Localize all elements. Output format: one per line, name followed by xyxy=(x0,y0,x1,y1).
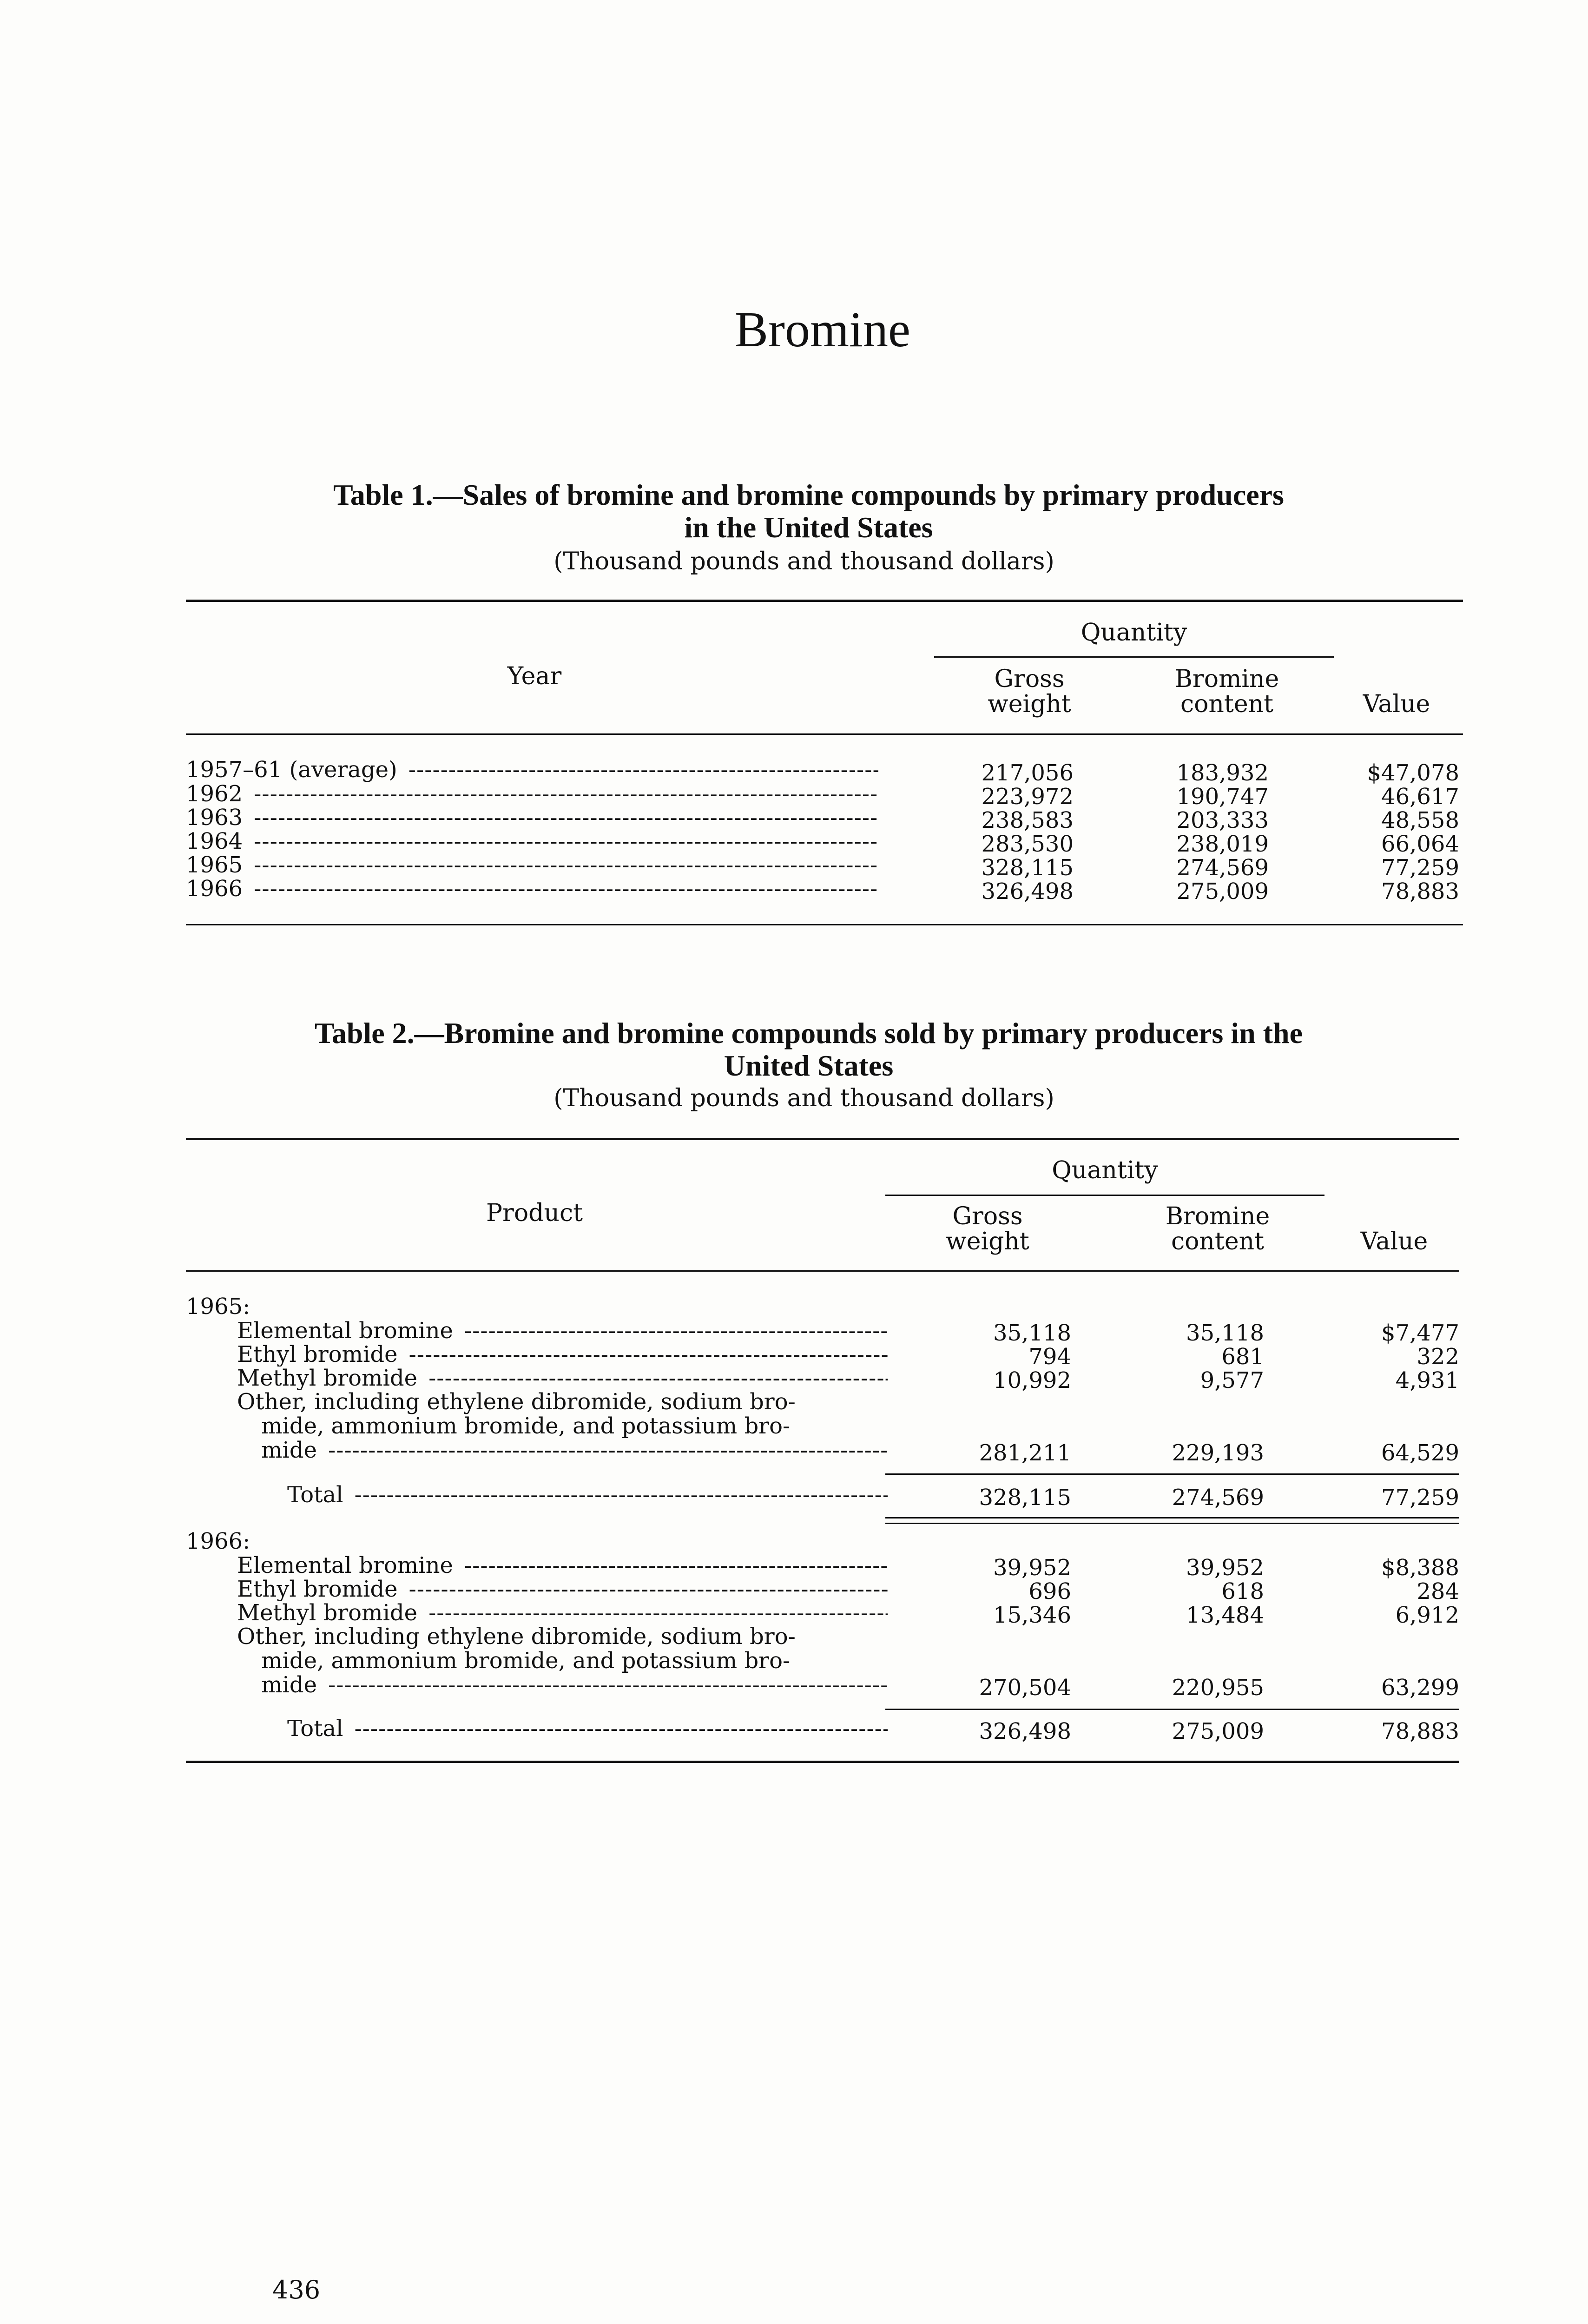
table2-total-bromine: 274,569 xyxy=(1172,1485,1264,1511)
table2-item-value: $7,477 xyxy=(1381,1320,1459,1346)
table2-header-product: Product xyxy=(486,1199,583,1227)
table1-title-line2: in the United States xyxy=(684,511,933,544)
table2-item-bromine: 9,577 xyxy=(1200,1367,1264,1393)
table2-subtotal-rule xyxy=(885,1709,1459,1710)
table2-header-content: content xyxy=(1171,1228,1264,1255)
table2-double-rule-lower xyxy=(885,1523,1459,1524)
table2-group-year: 1966: xyxy=(186,1528,250,1554)
table2-item-value: 322 xyxy=(1417,1344,1459,1370)
table1-row-bromine: 190,747 xyxy=(1176,784,1269,810)
table1-row-label: 1964 ----- xyxy=(186,829,878,853)
table2-title-line2: United States xyxy=(724,1049,894,1082)
table2-total-value: 77,259 xyxy=(1381,1485,1459,1511)
table2-item-label: Ethyl bromide ----- xyxy=(237,1577,888,1601)
table2-item-gross: 10,992 xyxy=(993,1367,1071,1393)
table2-item-value: $8,388 xyxy=(1381,1555,1459,1581)
table1-row-bromine: 238,019 xyxy=(1176,831,1269,857)
table1-unit: (Thousand pounds and thousand dollars) xyxy=(553,548,1054,575)
table1-row-bromine: 183,932 xyxy=(1176,760,1269,786)
table2-total-label: Total ----- xyxy=(287,1717,888,1741)
table1-row-gross: 238,583 xyxy=(981,807,1074,833)
table2-item-bromine: 13,484 xyxy=(1186,1602,1264,1628)
table2-item-gross: 696 xyxy=(1028,1578,1071,1604)
table1-row-gross: 326,498 xyxy=(981,878,1074,905)
table2-other-value: 63,299 xyxy=(1381,1675,1459,1701)
table1-header-gross: Gross xyxy=(994,665,1065,693)
table2-item-value: 6,912 xyxy=(1395,1602,1459,1628)
table2-header-rule xyxy=(186,1270,1459,1272)
table2-other-bromine: 220,955 xyxy=(1172,1675,1264,1701)
table2-header-value: Value xyxy=(1360,1228,1428,1255)
table1-row-gross: 283,530 xyxy=(981,831,1074,857)
table2-other-line2: mide, ammonium bromide, and potassium bro- xyxy=(261,1648,791,1674)
table2-total-gross: 326,498 xyxy=(979,1718,1071,1744)
table2-other-line1: Other, including ethylene dibromide, sodium bro- xyxy=(237,1624,796,1650)
table2-item-gross: 15,346 xyxy=(993,1602,1071,1628)
table1-row-label: 1962 ----- xyxy=(186,782,878,806)
table2-other-gross: 281,211 xyxy=(979,1440,1071,1466)
table2-other-line3: mide ----- xyxy=(261,1438,888,1462)
table2-item-value: 284 xyxy=(1417,1578,1459,1604)
table2-top-rule xyxy=(186,1138,1459,1140)
table2-quantity-rule xyxy=(885,1195,1324,1196)
table1-header-value: Value xyxy=(1363,690,1430,718)
table2-header-weight: weight xyxy=(946,1228,1029,1255)
table1-row-label: 1957–61 (average) ----- xyxy=(186,758,878,782)
table2-item-gross: 39,952 xyxy=(993,1555,1071,1581)
table1-quantity-rule xyxy=(934,656,1334,658)
table2-item-label: Methyl bromide ----- xyxy=(237,1601,888,1625)
table2-total-bromine: 275,009 xyxy=(1172,1718,1264,1744)
table1-row-value: 46,617 xyxy=(1381,784,1459,810)
table2-subtotal-rule xyxy=(885,1473,1459,1475)
table2-item-bromine: 35,118 xyxy=(1186,1320,1264,1346)
table2-header-bromine: Bromine xyxy=(1165,1202,1270,1230)
table1-header-rule xyxy=(186,733,1463,735)
table1-bottom-rule xyxy=(186,924,1463,925)
table1-row-value: 66,064 xyxy=(1381,831,1459,857)
table2-bottom-rule xyxy=(186,1761,1459,1763)
table2-item-label: Ethyl bromide ----- xyxy=(237,1342,888,1367)
table2-other-line2: mide, ammonium bromide, and potassium bro- xyxy=(261,1413,791,1439)
table2-double-rule-upper xyxy=(885,1517,1459,1519)
table1-header-year: Year xyxy=(507,662,562,690)
table2-header-gross: Gross xyxy=(952,1202,1023,1230)
table1-row-gross: 223,972 xyxy=(981,784,1074,810)
table2-unit: (Thousand pounds and thousand dollars) xyxy=(553,1084,1054,1112)
table2-item-label: Elemental bromine ----- xyxy=(237,1553,888,1578)
table1-row-gross: 328,115 xyxy=(981,855,1074,881)
table1-row-value: 48,558 xyxy=(1381,807,1459,833)
table2-item-gross: 35,118 xyxy=(993,1320,1071,1346)
page-number: 436 xyxy=(272,2275,321,2304)
table2-title-line1: Table 2.—Bromine and bromine compounds sold by primary producers in the xyxy=(315,1017,1303,1050)
table2-item-bromine: 618 xyxy=(1221,1578,1264,1604)
table2-item-bromine: 681 xyxy=(1221,1344,1264,1370)
table1-top-rule xyxy=(186,600,1463,602)
table1-row-bromine: 203,333 xyxy=(1176,807,1269,833)
table2-other-line3: mide ----- xyxy=(261,1673,888,1697)
table1-row-value: $47,078 xyxy=(1367,760,1459,786)
table2-total-value: 78,883 xyxy=(1381,1718,1459,1744)
table2-total-gross: 328,115 xyxy=(979,1485,1071,1511)
table2-total-label: Total ----- xyxy=(287,1483,888,1507)
table1-header-quantity: Quantity xyxy=(1081,619,1187,647)
table1-row-value: 77,259 xyxy=(1381,855,1459,881)
table1-row-bromine: 274,569 xyxy=(1176,855,1269,881)
table2-other-value: 64,529 xyxy=(1381,1440,1459,1466)
table2-other-line1: Other, including ethylene dibromide, sodium bro- xyxy=(237,1389,796,1415)
table1-row-value: 78,883 xyxy=(1381,878,1459,905)
table1-header-bromine: Bromine xyxy=(1174,665,1279,693)
table2-item-value: 4,931 xyxy=(1395,1367,1459,1393)
table2-other-bromine: 229,193 xyxy=(1172,1440,1264,1466)
table1-header-weight: weight xyxy=(988,690,1071,718)
table2-item-bromine: 39,952 xyxy=(1186,1555,1264,1581)
table1-header-content: content xyxy=(1180,690,1273,718)
table1-row-gross: 217,056 xyxy=(981,760,1074,786)
table1-row-label: 1965 ----- xyxy=(186,853,878,877)
table1-row-bromine: 275,009 xyxy=(1176,878,1269,905)
table2-other-gross: 270,504 xyxy=(979,1675,1071,1701)
table1-row-label: 1963 ----- xyxy=(186,805,878,830)
table2-item-gross: 794 xyxy=(1028,1344,1071,1370)
table2-item-label: Elemental bromine ----- xyxy=(237,1319,888,1343)
table2-item-label: Methyl bromide ----- xyxy=(237,1366,888,1390)
table1-row-label: 1966 ----- xyxy=(186,877,878,901)
table1-title-line1: Table 1.—Sales of bromine and bromine compounds by primary producers xyxy=(333,478,1284,511)
table2-group-year: 1965: xyxy=(186,1294,250,1320)
page-title: Bromine xyxy=(735,302,910,357)
table2-header-quantity: Quantity xyxy=(1052,1156,1158,1184)
